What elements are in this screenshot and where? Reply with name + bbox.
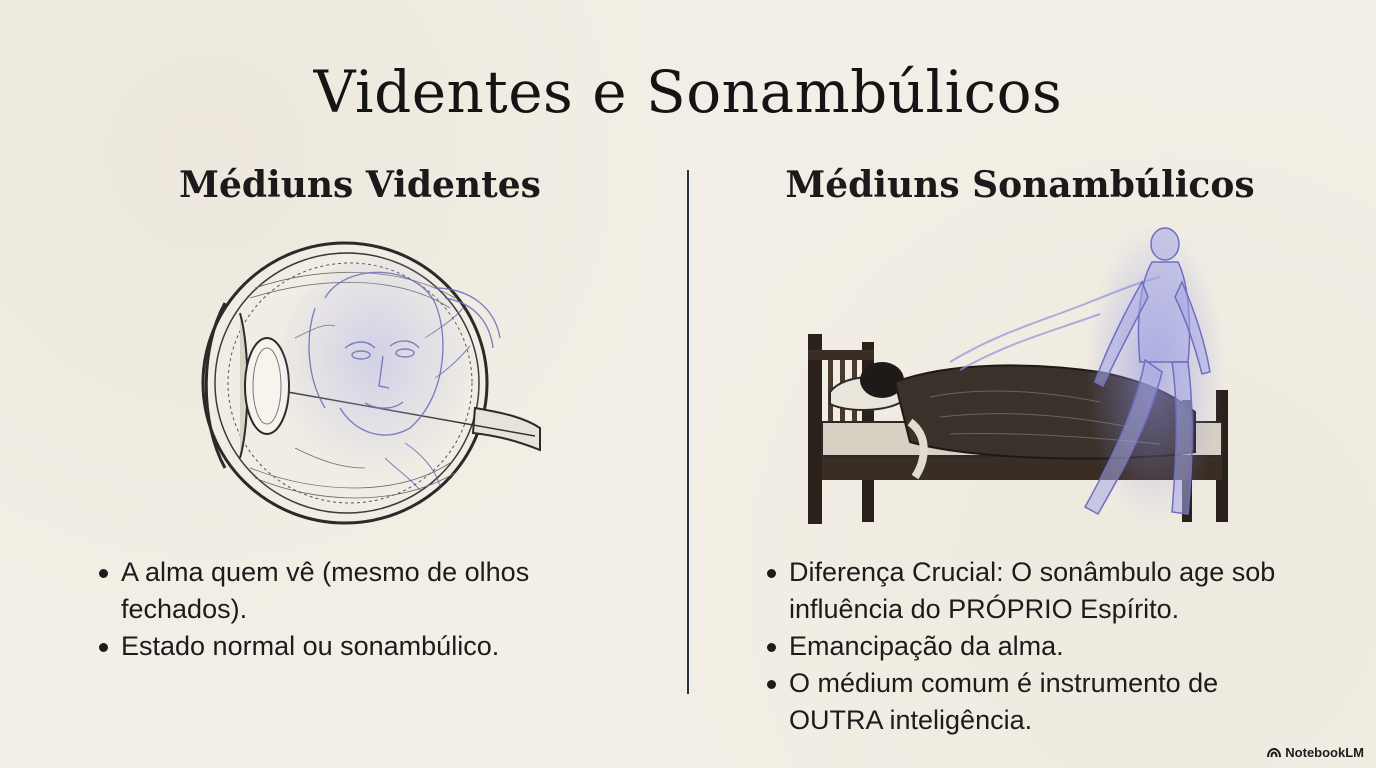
list-item: O médium comum é instrumento de OUTRA inteligência.	[765, 665, 1305, 739]
slide-title: Videntes e Sonambúlicos	[313, 58, 1063, 126]
notebooklm-branding	[1267, 745, 1364, 760]
list-item: Diferença Crucial: O sonâmbulo age sob influência do PRÓPRIO Espírito.	[765, 554, 1305, 628]
left-bullet-list	[97, 554, 567, 665]
right-column-heading: Médiuns Sonambúlicos	[785, 164, 1255, 206]
right-bullet-list	[765, 554, 1305, 739]
column-divider	[687, 170, 689, 694]
eye-illustration	[195, 228, 545, 538]
sleepwalker-illustration	[800, 222, 1240, 532]
list-item: A alma quem vê (mesmo de olhos fechados).	[97, 554, 567, 628]
left-column-heading: Médiuns Videntes	[179, 164, 541, 206]
list-item: Estado normal ou sonambúlico.	[97, 628, 567, 665]
list-item: Emancipação da alma.	[765, 628, 1305, 665]
notebooklm-logo-icon	[1267, 748, 1281, 758]
brand-label: NotebookLM	[1285, 745, 1364, 760]
